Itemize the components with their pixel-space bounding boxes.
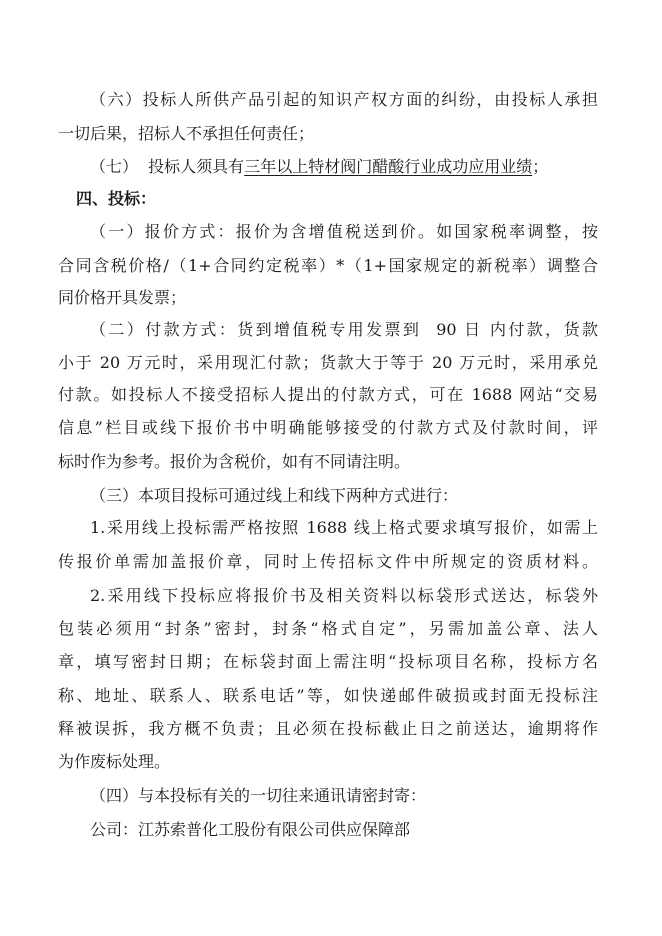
paragraph-line: 包装必须用“封条”密封，封条“格式自定”，另需加盖公章、法人	[58, 619, 598, 638]
paragraph-line: 为作废标处理。	[58, 752, 171, 771]
paragraph-line: （四）与本投标有关的一切往来通讯请密封寄：	[90, 786, 427, 805]
paragraph-line: 公司：江苏索普化工股份有限公司供应保障部	[90, 820, 411, 839]
paragraph-line: 释被误拆，我方概不负责；且必须在投标截止日之前送达，逾期将作	[58, 719, 598, 738]
paragraph-line: 章，填写密封日期；在标袋封面上需注明“投标项目名称，投标方名	[58, 652, 598, 671]
item-label: （七） 投标人须具有	[90, 157, 245, 176]
underlined-requirement: 三年以上特材阀门醋酸行业成功应用业绩	[244, 157, 533, 176]
paragraph-line: 同价格开具发票；	[58, 288, 187, 307]
paragraph-line: 一切后果，招标人不承担任何责任；	[58, 124, 315, 143]
paragraph-line: 传报价单需加盖报价章，同时上传招标文件中所规定的资质材料。	[58, 552, 598, 571]
paragraph-line: 合同含税价格/（1+合同约定税率）*（1+国家规定的新税率）调整合	[58, 256, 598, 275]
paragraph-line: 2.采用线下投标应将报价书及相关资料以标袋形式送达，标袋外	[90, 586, 598, 605]
section-heading: 四、投标：	[76, 189, 157, 208]
paragraph-line: （一）报价方式：报价为含增值税送到价。如国家税率调整，按	[90, 222, 598, 241]
punctuation: ；	[532, 157, 549, 176]
paragraph-line: 信息”栏目或线下报价书中明确能够接受的付款方式及付款时间，评	[58, 418, 598, 437]
paragraph-line: （三）本项目投标可通过线上和线下两种方式进行：	[90, 486, 459, 505]
paragraph-line: 称、地址、联系人、联系电话”等，如快递邮件破损或封面无投标注	[58, 686, 598, 705]
paragraph-line: （二）付款方式：货到增值税专用发票到 90 日 内付款，货款	[90, 320, 598, 339]
paragraph-line: 付款。如投标人不接受招标人提出的付款方式，可在 1688 网站“交易	[58, 385, 598, 404]
paragraph-line	[58, 157, 598, 177]
paragraph-line: （六）投标人所供产品引起的知识产权方面的纠纷，由投标人承担	[90, 90, 598, 109]
paragraph-line: 小于 20 万元时，采用现汇付款；货款大于等于 20 万元时，采用承兑	[58, 353, 598, 372]
paragraph-line: 1.采用线上投标需严格按照 1688 线上格式要求填写报价，如需上	[90, 518, 598, 537]
paragraph-line: 标时作为参考。报价为含税价，如有不同请注明。	[58, 452, 411, 471]
